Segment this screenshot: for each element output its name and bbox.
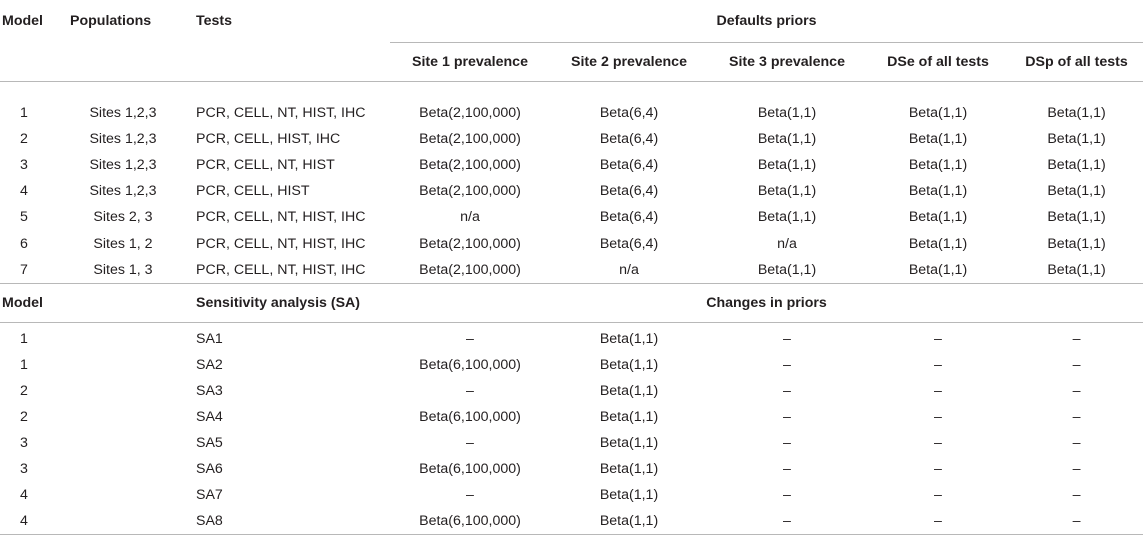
model-cell: 5 xyxy=(20,209,28,226)
dse-cell: Beta(1,1) xyxy=(908,157,968,174)
site3-cell: Beta(1,1) xyxy=(757,261,817,278)
tests-cell: PCR, CELL, NT, HIST, IHC xyxy=(196,235,366,252)
dse-cell: Beta(1,1) xyxy=(908,261,968,278)
tests-cell: PCR, CELL, NT, HIST, IHC xyxy=(196,261,366,278)
dse-cell: – xyxy=(934,435,942,452)
table-row xyxy=(0,508,1143,535)
site1-cell: Beta(6,100,000) xyxy=(419,408,521,425)
tests-cell: PCR, CELL, NT, HIST xyxy=(196,157,335,174)
site3-cell: – xyxy=(783,408,791,425)
site1-cell: Beta(2,100,000) xyxy=(419,261,521,278)
sensitivity-body xyxy=(0,283,1143,535)
header-tests: Tests xyxy=(196,13,233,30)
populations-cell: Sites 2, 3 xyxy=(93,209,153,226)
header-row-sub xyxy=(0,43,1143,82)
sa-cell: SA8 xyxy=(176,508,390,535)
populations-cell: Sites 1,2,3 xyxy=(89,157,157,174)
sa-cell: SA2 xyxy=(196,356,223,373)
dse-cell: Beta(1,1) xyxy=(908,105,968,122)
header-dsp-all-tests: DSp of all tests xyxy=(1010,43,1143,82)
site1-cell: – xyxy=(466,382,474,399)
site3-cell: – xyxy=(783,435,791,452)
populations-cell: Sites 1, 2 xyxy=(93,235,153,252)
sa-model-cell: 1 xyxy=(20,356,28,373)
dse-cell: – xyxy=(934,461,942,478)
header-site1-prevalence: Site 1 prevalence xyxy=(390,43,550,82)
header-sa-model: Model xyxy=(0,283,70,322)
table-row xyxy=(0,257,1143,284)
dsp-cell: Beta(1,1) xyxy=(1047,105,1106,122)
sa-cell: SA7 xyxy=(196,487,223,504)
sa-model-cell: 4 xyxy=(0,508,70,535)
sensitivity-header-row xyxy=(0,283,1143,322)
sa-cell: SA4 xyxy=(196,408,223,425)
table-row xyxy=(0,178,1143,204)
site1-cell: Beta(2,100,000) xyxy=(419,105,521,122)
dse-cell: – xyxy=(866,508,1010,535)
site1-cell: Beta(6,100,000) xyxy=(419,356,521,373)
dsp-cell: Beta(1,1) xyxy=(1047,261,1106,278)
site2-cell: Beta(6,4) xyxy=(599,235,659,252)
model-cell: 2 xyxy=(20,131,28,148)
tests-cell: PCR, CELL, HIST, IHC xyxy=(196,131,341,148)
tests-cell: PCR, CELL, HIST xyxy=(196,183,310,200)
populations-cell: Sites 1,2,3 xyxy=(89,131,157,148)
tests-cell: PCR, CELL, NT, HIST, IHC xyxy=(196,209,366,226)
site2-cell: Beta(1,1) xyxy=(550,508,708,535)
dsp-cell: – xyxy=(1072,487,1081,504)
table-row xyxy=(0,126,1143,152)
table-row xyxy=(0,230,1143,256)
table-row xyxy=(0,352,1143,378)
dsp-cell: – xyxy=(1072,408,1081,425)
site3-cell: Beta(1,1) xyxy=(757,183,817,200)
populations-cell: Sites 1,2,3 xyxy=(89,105,157,122)
table-row xyxy=(0,326,1143,352)
site3-cell: n/a xyxy=(777,235,797,252)
site2-cell: Beta(6,4) xyxy=(599,131,659,148)
sa-cell: SA5 xyxy=(196,435,223,452)
dse-cell: – xyxy=(934,330,942,347)
site2-cell: Beta(6,4) xyxy=(599,209,659,226)
site3-cell: – xyxy=(783,356,791,373)
dsp-cell: – xyxy=(1010,508,1143,535)
site1-cell: – xyxy=(466,435,474,452)
header-row-top xyxy=(0,0,1143,43)
model-cell: 1 xyxy=(20,105,28,122)
site1-cell: n/a xyxy=(460,209,480,226)
site3-cell: Beta(1,1) xyxy=(757,209,817,226)
site2-cell: Beta(6,4) xyxy=(599,183,659,200)
sa-model-cell: 3 xyxy=(20,435,28,452)
dse-cell: – xyxy=(934,487,942,504)
sa-model-cell: 3 xyxy=(20,461,28,478)
sa-model-cell: 2 xyxy=(20,382,28,399)
table-row xyxy=(0,152,1143,178)
site2-cell: Beta(6,4) xyxy=(599,105,659,122)
dse-cell: Beta(1,1) xyxy=(908,235,968,252)
site3-cell: – xyxy=(708,508,866,535)
dse-cell: Beta(1,1) xyxy=(908,183,968,200)
dsp-cell: Beta(1,1) xyxy=(1047,183,1106,200)
site1-cell: Beta(6,100,000) xyxy=(419,461,521,478)
populations-cell: Sites 1,2,3 xyxy=(89,183,157,200)
dsp-cell: Beta(1,1) xyxy=(1047,157,1106,174)
table-row xyxy=(0,204,1143,230)
site1-cell: – xyxy=(466,487,474,504)
model-cell: 6 xyxy=(20,235,28,252)
dse-cell: Beta(1,1) xyxy=(908,131,968,148)
site3-cell: – xyxy=(783,487,791,504)
sa-cell: SA1 xyxy=(196,330,223,347)
table-row xyxy=(0,456,1143,482)
header-changes-in-priors: Changes in priors xyxy=(390,283,1143,322)
site2-cell: Beta(6,4) xyxy=(599,157,659,174)
site2-cell: Beta(1,1) xyxy=(599,356,659,373)
site3-cell: Beta(1,1) xyxy=(757,105,817,122)
default-priors-body xyxy=(0,82,1143,284)
site1-cell: Beta(2,100,000) xyxy=(419,131,521,148)
sa-model-cell: 2 xyxy=(20,408,28,425)
dse-cell: – xyxy=(934,382,942,399)
dse-cell: – xyxy=(934,356,942,373)
header-sensitivity-analysis: Sensitivity analysis (SA) xyxy=(176,283,390,322)
site3-cell: Beta(1,1) xyxy=(757,157,817,174)
model-cell: 3 xyxy=(20,157,28,174)
dsp-cell: Beta(1,1) xyxy=(1047,235,1106,252)
table-row xyxy=(0,404,1143,430)
dse-cell: Beta(1,1) xyxy=(908,209,968,226)
dsp-cell: – xyxy=(1072,435,1081,452)
table-row xyxy=(0,482,1143,508)
table-row xyxy=(0,430,1143,456)
sa-cell: SA6 xyxy=(196,461,223,478)
header-dse-all-tests: DSe of all tests xyxy=(866,43,1010,82)
sa-model-cell: 1 xyxy=(20,330,28,347)
site3-cell: – xyxy=(783,382,791,399)
dsp-cell: Beta(1,1) xyxy=(1047,209,1106,226)
site2-cell: n/a xyxy=(619,261,639,278)
header-site2-prevalence: Site 2 prevalence xyxy=(550,43,708,82)
model-cell: 7 xyxy=(20,261,28,278)
header-model: Model xyxy=(2,13,43,30)
dse-cell: – xyxy=(934,408,942,425)
table-row xyxy=(0,378,1143,404)
site2-cell: Beta(1,1) xyxy=(599,461,659,478)
site1-cell: Beta(6,100,000) xyxy=(390,508,550,535)
site1-cell: Beta(2,100,000) xyxy=(419,235,521,252)
site2-cell: Beta(1,1) xyxy=(599,487,659,504)
site2-cell: Beta(1,1) xyxy=(599,382,659,399)
dsp-cell: – xyxy=(1072,382,1081,399)
header-defaults-priors: Defaults priors xyxy=(716,13,817,29)
sa-cell: SA3 xyxy=(196,382,223,399)
site1-cell: – xyxy=(466,330,474,347)
site3-cell: – xyxy=(783,330,791,347)
site2-cell: Beta(1,1) xyxy=(599,435,659,452)
dsp-cell: – xyxy=(1072,356,1081,373)
site2-cell: Beta(1,1) xyxy=(599,330,659,347)
site3-cell: Beta(1,1) xyxy=(757,131,817,148)
dsp-cell: – xyxy=(1072,330,1081,347)
site2-cell: Beta(1,1) xyxy=(599,408,659,425)
dsp-cell: – xyxy=(1072,461,1081,478)
site3-cell: – xyxy=(783,461,791,478)
dsp-cell: Beta(1,1) xyxy=(1047,131,1106,148)
site1-cell: Beta(2,100,000) xyxy=(419,183,521,200)
sa-model-cell: 4 xyxy=(20,487,28,504)
site1-cell: Beta(2,100,000) xyxy=(419,157,521,174)
model-cell: 4 xyxy=(20,183,28,200)
populations-cell: Sites 1, 3 xyxy=(93,261,153,278)
header-site3-prevalence: Site 3 prevalence xyxy=(708,43,866,82)
tests-cell: PCR, CELL, NT, HIST, IHC xyxy=(196,105,366,122)
header-populations: Populations xyxy=(70,13,152,30)
table-row xyxy=(0,100,1143,126)
